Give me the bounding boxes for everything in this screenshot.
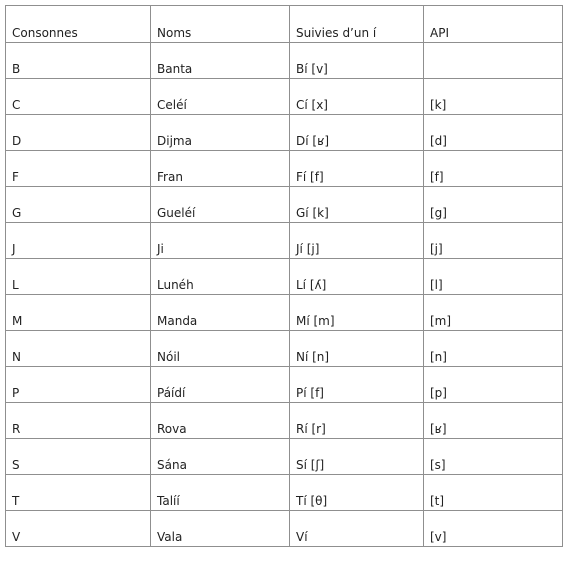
consonne-cell: S xyxy=(6,439,151,475)
table-row xyxy=(6,43,563,79)
suivie-cell: Fí [f] xyxy=(290,151,424,187)
suivie-cell: Gí [k] xyxy=(290,187,424,223)
table-header-row xyxy=(6,6,563,43)
suivie-cell: Rí [r] xyxy=(290,403,424,439)
api-cell: [g] xyxy=(424,187,563,223)
api-cell xyxy=(424,43,563,79)
table-row xyxy=(6,367,563,403)
table-row xyxy=(6,511,563,547)
consonne-cell: B xyxy=(6,43,151,79)
table-row xyxy=(6,151,563,187)
column-header-api: API xyxy=(424,6,563,43)
nom-cell: Rova xyxy=(151,403,290,439)
table-body xyxy=(6,43,563,547)
column-header-consonnes: Consonnes xyxy=(6,6,151,43)
consonne-cell: C xyxy=(6,79,151,115)
nom-cell: Páídí xyxy=(151,367,290,403)
table-row xyxy=(6,403,563,439)
consonne-cell: R xyxy=(6,403,151,439)
table-row xyxy=(6,295,563,331)
table-row xyxy=(6,475,563,511)
api-cell: [s] xyxy=(424,439,563,475)
nom-cell: Dijma xyxy=(151,115,290,151)
api-cell: [p] xyxy=(424,367,563,403)
suivie-cell: Dí [ʁ] xyxy=(290,115,424,151)
suivie-cell: Sí [ʃ] xyxy=(290,439,424,475)
table-row xyxy=(6,223,563,259)
consonne-cell: P xyxy=(6,367,151,403)
suivie-cell: Mí [m] xyxy=(290,295,424,331)
consonants-table-container xyxy=(5,5,562,547)
api-cell: [f] xyxy=(424,151,563,187)
suivie-cell: Pí [f] xyxy=(290,367,424,403)
nom-cell: Vala xyxy=(151,511,290,547)
nom-cell: Banta xyxy=(151,43,290,79)
api-cell: [l] xyxy=(424,259,563,295)
table-row xyxy=(6,187,563,223)
table-row xyxy=(6,439,563,475)
nom-cell: Ji xyxy=(151,223,290,259)
consonne-cell: N xyxy=(6,331,151,367)
api-cell: [k] xyxy=(424,79,563,115)
consonne-cell: T xyxy=(6,475,151,511)
api-cell: [t] xyxy=(424,475,563,511)
consonne-cell: F xyxy=(6,151,151,187)
consonne-cell: D xyxy=(6,115,151,151)
suivie-cell: Cí [x] xyxy=(290,79,424,115)
suivie-cell: Lí [ʎ] xyxy=(290,259,424,295)
consonants-table xyxy=(5,5,563,547)
nom-cell: Fran xyxy=(151,151,290,187)
api-cell: [m] xyxy=(424,295,563,331)
api-cell: [d] xyxy=(424,115,563,151)
suivie-cell: Tí [θ] xyxy=(290,475,424,511)
nom-cell: Lunéh xyxy=(151,259,290,295)
consonne-cell: J xyxy=(6,223,151,259)
nom-cell: Manda xyxy=(151,295,290,331)
table-row xyxy=(6,259,563,295)
table-row xyxy=(6,79,563,115)
nom-cell: Celéí xyxy=(151,79,290,115)
consonne-cell: L xyxy=(6,259,151,295)
api-cell: [v] xyxy=(424,511,563,547)
api-cell: [n] xyxy=(424,331,563,367)
suivie-cell: Jí [j] xyxy=(290,223,424,259)
column-header-noms: Noms xyxy=(151,6,290,43)
api-cell: [j] xyxy=(424,223,563,259)
suivie-cell: Bí [v] xyxy=(290,43,424,79)
consonne-cell: G xyxy=(6,187,151,223)
nom-cell: Talíí xyxy=(151,475,290,511)
suivie-cell: Ní [n] xyxy=(290,331,424,367)
nom-cell: Nóil xyxy=(151,331,290,367)
nom-cell: Sána xyxy=(151,439,290,475)
nom-cell: Gueléí xyxy=(151,187,290,223)
column-header-suivies: Suivies d’un í xyxy=(290,6,424,43)
table-row xyxy=(6,115,563,151)
suivie-cell: Ví xyxy=(290,511,424,547)
consonne-cell: V xyxy=(6,511,151,547)
api-cell: [ʁ] xyxy=(424,403,563,439)
table-row xyxy=(6,331,563,367)
consonne-cell: M xyxy=(6,295,151,331)
